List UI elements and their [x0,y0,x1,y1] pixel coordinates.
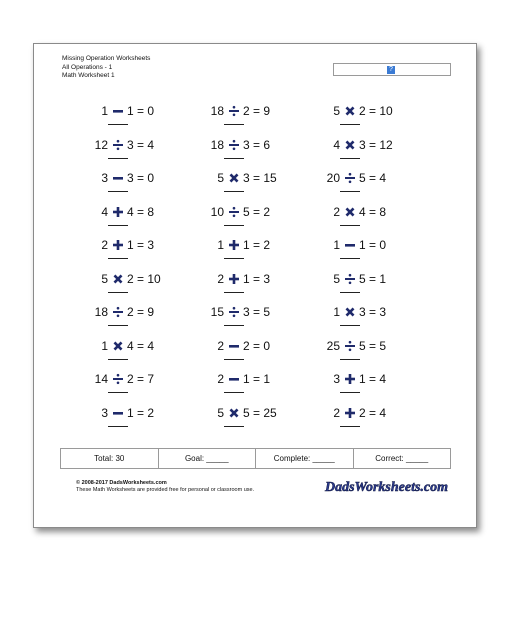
equals-sign: = [133,204,148,219]
result: 2 [147,405,155,420]
operand-a: 1 [333,238,340,252]
operand-b: 3 [243,305,250,319]
answer-blank[interactable] [224,325,244,326]
answer-blank[interactable] [340,359,360,360]
result: 2 [263,238,271,252]
divide-icon [112,373,124,385]
question-mark-icon: ? [387,66,395,74]
answer-blank[interactable] [224,158,244,159]
answer-blank[interactable] [108,392,128,393]
operand-b: 2 [359,405,366,420]
problem [316,272,404,306]
plus-icon [112,239,124,251]
plus-icon [228,239,240,251]
equals-sign: = [365,104,380,118]
result: 8 [147,204,155,219]
answer-blank[interactable] [340,124,360,125]
equals-sign: = [133,104,148,118]
operand-a: 20 [326,171,340,185]
divide-icon [112,139,124,151]
result: 4 [379,372,387,386]
equals-sign: = [365,204,380,219]
operand-a: 18 [94,305,108,319]
divide-icon [228,105,240,117]
header-title: Missing Operation Worksheets [62,55,151,62]
worksheet-page [33,43,477,528]
dadsworksheets-logo [323,475,451,497]
problem [316,171,404,205]
result: 4 [379,405,387,420]
operand-b: 5 [359,338,366,353]
operand-a: 2 [217,338,224,353]
result: 10 [379,104,393,118]
problem [316,138,404,172]
minus-icon [112,172,124,184]
result: 3 [379,305,387,319]
operand-b: 2 [243,104,250,118]
equals-sign: = [365,238,380,252]
times-icon [344,105,356,117]
usage-line: These Math Worksheets are provided free for personal or classroom use. [76,487,255,493]
divide-icon [228,139,240,151]
result: 0 [263,338,271,353]
total-cell: Total: 30 [61,449,159,468]
answer-blank[interactable] [340,325,360,326]
result: 3 [147,238,155,252]
equals-sign: = [133,137,148,152]
answer-blank[interactable] [224,359,244,360]
problem [200,406,288,440]
operand-b: 3 [127,137,134,152]
answer-blank[interactable] [108,325,128,326]
answer-blank[interactable] [340,225,360,226]
divide-icon [228,306,240,318]
operand-a: 2 [101,238,108,252]
operand-b: 3 [243,171,250,185]
result: 25 [263,405,277,420]
divide-icon [228,206,240,218]
answer-blank[interactable] [108,426,128,427]
operand-a: 4 [101,204,108,219]
problem [316,238,404,272]
result: 12 [379,137,393,152]
result: 4 [147,338,155,353]
operand-a: 5 [101,271,108,286]
operand-b: 4 [127,204,134,219]
equals-sign: = [249,405,264,420]
operand-b: 1 [243,271,250,286]
result: 3 [263,271,271,286]
complete-cell: Complete: _____ [256,449,354,468]
times-icon [112,273,124,285]
problem [316,339,404,373]
answer-blank[interactable] [108,191,128,192]
equals-sign: = [365,271,380,286]
equals-sign: = [249,137,264,152]
operand-a: 14 [94,372,108,386]
times-icon [228,172,240,184]
equals-sign: = [133,338,148,353]
answer-blank[interactable] [340,158,360,159]
problem [84,372,172,406]
score-table [60,448,451,469]
operand-a: 5 [217,405,224,420]
problem [316,372,404,406]
plus-icon [228,273,240,285]
problem [200,305,288,339]
operand-a: 3 [101,171,108,185]
problem [200,104,288,138]
equals-sign: = [249,104,264,118]
problem [84,406,172,440]
answer-blank[interactable] [224,426,244,427]
answer-blank[interactable] [108,292,128,293]
problem [200,171,288,205]
equals-sign: = [133,305,148,319]
operand-b: 1 [359,372,366,386]
answer-blank[interactable] [108,124,128,125]
problem [84,138,172,172]
times-icon [112,340,124,352]
divide-icon [344,340,356,352]
operand-a: 12 [94,137,108,152]
operand-b: 3 [243,137,250,152]
operand-b: 1 [127,104,134,118]
equals-sign: = [249,171,264,185]
result: 4 [147,137,155,152]
minus-icon [344,239,356,251]
operand-a: 1 [333,305,340,319]
operand-a: 18 [210,137,224,152]
result: 9 [147,305,155,319]
problem [84,272,172,306]
operand-b: 3 [359,137,366,152]
result: 1 [263,372,271,386]
correct-cell: Correct: _____ [375,454,429,463]
goal-cell: Goal: _____ [159,449,257,468]
problem [200,205,288,239]
equals-sign: = [133,238,148,252]
operand-b: 4 [359,204,366,219]
operand-b: 1 [127,405,134,420]
answer-blank[interactable] [108,258,128,259]
result: 4 [379,171,387,185]
problem [200,238,288,272]
equals-sign: = [365,171,380,185]
result: 10 [147,271,161,286]
minus-icon [228,340,240,352]
operand-a: 18 [210,104,224,118]
minus-icon [112,105,124,117]
times-icon [228,407,240,419]
operand-b: 2 [127,372,134,386]
equals-sign: = [133,372,148,386]
answer-blank[interactable] [224,292,244,293]
operand-b: 1 [243,372,250,386]
problem [200,272,288,306]
operand-a: 5 [217,171,224,185]
equals-sign: = [133,171,148,185]
answer-blank[interactable] [108,359,128,360]
equals-sign: = [249,338,264,353]
equals-sign: = [249,204,264,219]
divide-icon [112,306,124,318]
problem [200,339,288,373]
divide-icon [344,273,356,285]
equals-sign: = [365,137,380,152]
equals-sign: = [133,405,148,420]
copyright-notice [76,480,254,494]
answer-blank[interactable] [340,426,360,427]
problem [84,305,172,339]
operand-b: 1 [243,238,250,252]
answer-blank[interactable] [224,124,244,125]
operand-b: 1 [359,238,366,252]
equals-sign: = [249,305,264,319]
answer-blank[interactable] [340,392,360,393]
answer-blank[interactable] [340,292,360,293]
operand-a: 5 [333,104,340,118]
result: 0 [147,171,155,185]
result: 6 [263,137,271,152]
plus-icon [112,206,124,218]
operand-a: 2 [333,405,340,420]
problem [84,339,172,373]
problem [316,205,404,239]
name-field[interactable] [333,63,451,76]
operand-a: 1 [101,104,108,118]
svg-text:DadsWorksheets.com: DadsWorksheets.com [325,480,449,495]
problem [200,372,288,406]
operand-b: 2 [127,305,134,319]
answer-blank[interactable] [108,225,128,226]
minus-icon [228,373,240,385]
problem [316,305,404,339]
problem [84,238,172,272]
answer-blank[interactable] [224,225,244,226]
operand-b: 3 [127,171,134,185]
answer-blank[interactable] [224,191,244,192]
operand-a: 15 [210,305,224,319]
operand-b: 3 [359,305,366,319]
operand-b: 1 [127,238,134,252]
operand-b: 5 [243,405,250,420]
problem [200,138,288,172]
equals-sign: = [249,238,264,252]
equals-sign: = [249,372,264,386]
divide-icon [344,172,356,184]
result: 2 [263,204,271,219]
operand-a: 1 [101,338,108,353]
copyright-line: © 2008-2017 DadsWorksheets.com [76,480,167,486]
plus-icon [344,407,356,419]
operand-b: 2 [127,271,134,286]
equals-sign: = [365,372,380,386]
header-subtitle: All Operations - 1 [62,63,113,71]
problem [84,171,172,205]
answer-blank[interactable] [340,258,360,259]
operand-a: 10 [210,204,224,219]
answer-blank[interactable] [340,191,360,192]
header-worksheet-number: Math Worksheet 1 [62,72,115,79]
equals-sign: = [249,271,264,286]
operand-a: 25 [326,338,340,353]
operand-a: 2 [217,271,224,286]
problem [84,104,172,138]
result: 9 [263,104,271,118]
operand-a: 3 [101,405,108,420]
plus-icon [344,373,356,385]
times-icon [344,306,356,318]
operand-b: 5 [359,171,366,185]
result: 7 [147,372,155,386]
operand-b: 4 [127,338,134,353]
operand-b: 2 [359,104,366,118]
answer-blank[interactable] [108,158,128,159]
problem [84,205,172,239]
operand-a: 1 [217,238,224,252]
answer-blank[interactable] [224,258,244,259]
times-icon [344,139,356,151]
operand-b: 5 [359,271,366,286]
equals-sign: = [365,338,380,353]
equals-sign: = [133,271,148,286]
result: 5 [263,305,271,319]
operand-a: 4 [333,137,340,152]
operand-a: 2 [333,204,340,219]
result: 15 [263,171,277,185]
equals-sign: = [365,405,380,420]
operand-a: 5 [333,271,340,286]
result: 5 [379,338,387,353]
answer-blank[interactable] [224,392,244,393]
equals-sign: = [365,305,380,319]
result: 0 [379,238,387,252]
result: 8 [379,204,387,219]
worksheet-header [62,55,150,81]
operand-a: 2 [217,372,224,386]
times-icon [344,206,356,218]
result: 1 [379,271,387,286]
result: 0 [147,104,155,118]
minus-icon [112,407,124,419]
operand-a: 3 [333,372,340,386]
operand-b: 5 [243,204,250,219]
problem [316,406,404,440]
problem [316,104,404,138]
operand-b: 2 [243,338,250,353]
